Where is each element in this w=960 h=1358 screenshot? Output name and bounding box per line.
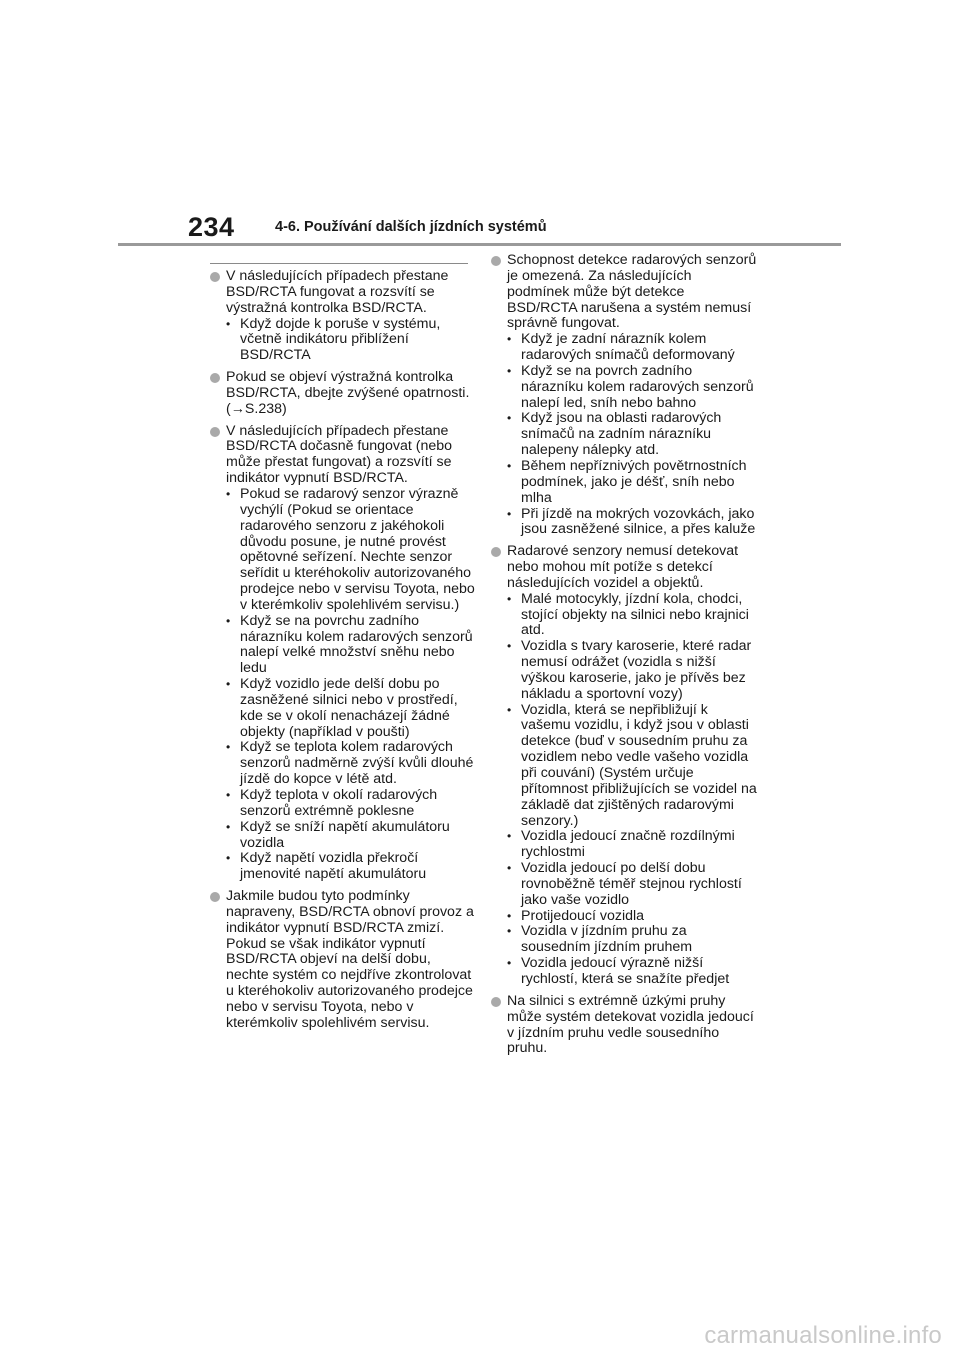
bullet-text: V následujících případech přestane BSD/RCTA fungovat a rozsvítí se výstražná kontrolka BSD/RCTA.	[226, 268, 449, 316]
bullet-item	[210, 370, 476, 418]
bullet-item	[491, 544, 757, 988]
bullet-text: Radarové senzory nemusí detekovat nebo mohou mít potíže s detekcí následujících vozidel a objektů.	[507, 543, 739, 591]
bullet-dot-icon	[491, 997, 501, 1007]
watermark: carmanualsonline.info	[704, 1322, 942, 1349]
bullet-text: Pokud se objeví výstražná kontrolka BSD/RCTA, dbejte zvýšené opatrnosti. (→S.238)	[226, 369, 470, 417]
sub-item: • Když se sníží napětí akumulátoru vozidla	[226, 820, 476, 852]
sub-item: • Vozidla jedoucí značně rozdílnými rychlostmi	[507, 829, 757, 861]
sub-item: • Když dojde k poruše v systému, včetně indikátoru přiblížení BSD/RCTA	[226, 317, 476, 365]
sub-list	[507, 332, 757, 538]
sub-item: • Když se na povrch zadního nárazníku kolem radarových senzorů nalepí led, sníh nebo bahno	[507, 364, 757, 412]
column-rule	[210, 263, 468, 264]
sub-item: • Když se na povrchu zadního nárazníku kolem radarových senzorů nalepí velké množství sněhu nebo ledu	[226, 614, 476, 677]
sub-item: • Vozidla, která se nepřibližují k vašemu vozidlu, i když jsou v oblasti detekce (buď v sousedním pruhu za vozidlem nebo vedle vašeho vozidla při couvání) (Systém určuje přítomnost přibližujících se vozidel na základě dat zjištěných radarovými senzory.)	[507, 703, 757, 830]
bullet-item	[491, 994, 757, 1057]
bullet-dot-icon	[210, 373, 220, 383]
bullet-text: Na silnici s extrémně úzkými pruhy může systém detekovat vozidla jedoucí v jízdním pruhu vedle sousedního pruhu.	[507, 992, 754, 1057]
sub-item: • Vozidla v jízdním pruhu za sousedním jízdním pruhem	[507, 924, 757, 956]
sub-item: • Když jsou na oblasti radarových snímačů na zadním nárazníku nalepeny nálepky atd.	[507, 411, 757, 459]
sub-item: • Protijedoucí vozidla	[507, 909, 757, 925]
bullet-dot-icon	[210, 427, 220, 437]
sub-item: • Když je zadní nárazník kolem radarových snímačů deformovaný	[507, 332, 757, 364]
sub-item: • Když se teplota kolem radarových senzorů nadměrně zvýší kvůli dlouhé jízdě do kopce v létě atd.	[226, 740, 476, 788]
sub-item: • Když vozidlo jede delší dobu po zasněžené silnici nebo v prostředí, kde se v okolí nenacházejí žádné objekty (například v poušti)	[226, 677, 476, 740]
bullet-item	[210, 424, 476, 883]
sub-list	[226, 487, 476, 883]
bullet-text: Schopnost detekce radarových senzorů je omezená. Za následujících podmínek může být detekce BSD/RCTA narušena a systém nemusí správně fungovat.	[507, 252, 757, 332]
bullet-item	[210, 269, 476, 364]
bullet-dot-icon	[491, 547, 501, 557]
sub-item: • Pokud se radarový senzor výrazně vychýlí (Pokud se orientace radarového senzoru z jakéhokoli důvodu posune, je nutné provést opětovné seřízení. Nechte senzor seřídit u kteréhokoliv autorizovaného prodejce nebo v servisu Toyota, nebo v kterémkoliv spolehlivém servisu.)	[226, 487, 476, 614]
sub-item: • Když napětí vozidla překročí jmenovité napětí akumulátoru	[226, 851, 476, 883]
left-column	[210, 269, 476, 1038]
section-title: 4-6. Používání dalších jízdních systémů	[275, 219, 547, 235]
sub-item: • Při jízdě na mokrých vozovkách, jako jsou zasněžené silnice, a přes kaluže	[507, 507, 757, 539]
page-number: 234	[188, 212, 235, 242]
sub-item: • Vozidla jedoucí výrazně nižší rychlostí, která se snažíte předjet	[507, 956, 757, 988]
sub-list	[507, 592, 757, 988]
bullet-item	[491, 253, 757, 538]
bullet-dot-icon	[210, 892, 220, 902]
sub-list	[226, 317, 476, 365]
bullet-item	[210, 889, 476, 1032]
sub-item: • Když teplota v okolí radarových senzorů extrémně poklesne	[226, 788, 476, 820]
bullet-dot-icon	[210, 272, 220, 282]
right-column	[491, 253, 757, 1063]
header-rule	[118, 243, 841, 246]
sub-item: • Vozidla jedoucí po delší dobu rovnoběžně téměř stejnou rychlostí jako vaše vozidlo	[507, 861, 757, 909]
sub-item: • Během nepříznivých povětrnostních podmínek, jako je déšť, sníh nebo mlha	[507, 459, 757, 507]
bullet-text: V následujících případech přestane BSD/RCTA dočasně fungovat (nebo může přestat fungovat) a rozsvítí se indikátor vypnutí BSD/RCTA.	[226, 422, 453, 487]
sub-item: • Malé motocykly, jízdní kola, chodci, stojící objekty na silnici nebo krajnici atd.	[507, 592, 757, 640]
bullet-text: Jakmile budou tyto podmínky napraveny, BSD/RCTA obnoví provoz a indikátor vypnutí BSD/RCTA zmizí. Pokud se však indikátor vypnutí BSD/RCTA objeví na delší dobu, nechte systém co nejdříve zkontrolovat u kteréhokoliv autorizovaného prodejce nebo v servisu Toyota, nebo v kterémkoliv spolehlivém servisu.	[226, 888, 474, 1031]
sub-item: • Vozidla s tvary karoserie, které radar nemusí odrážet (vozidla s nižší výškou karoserie, jako je přívěs bez nákladu a sportovní vozy)	[507, 639, 757, 702]
bullet-dot-icon	[491, 256, 501, 266]
